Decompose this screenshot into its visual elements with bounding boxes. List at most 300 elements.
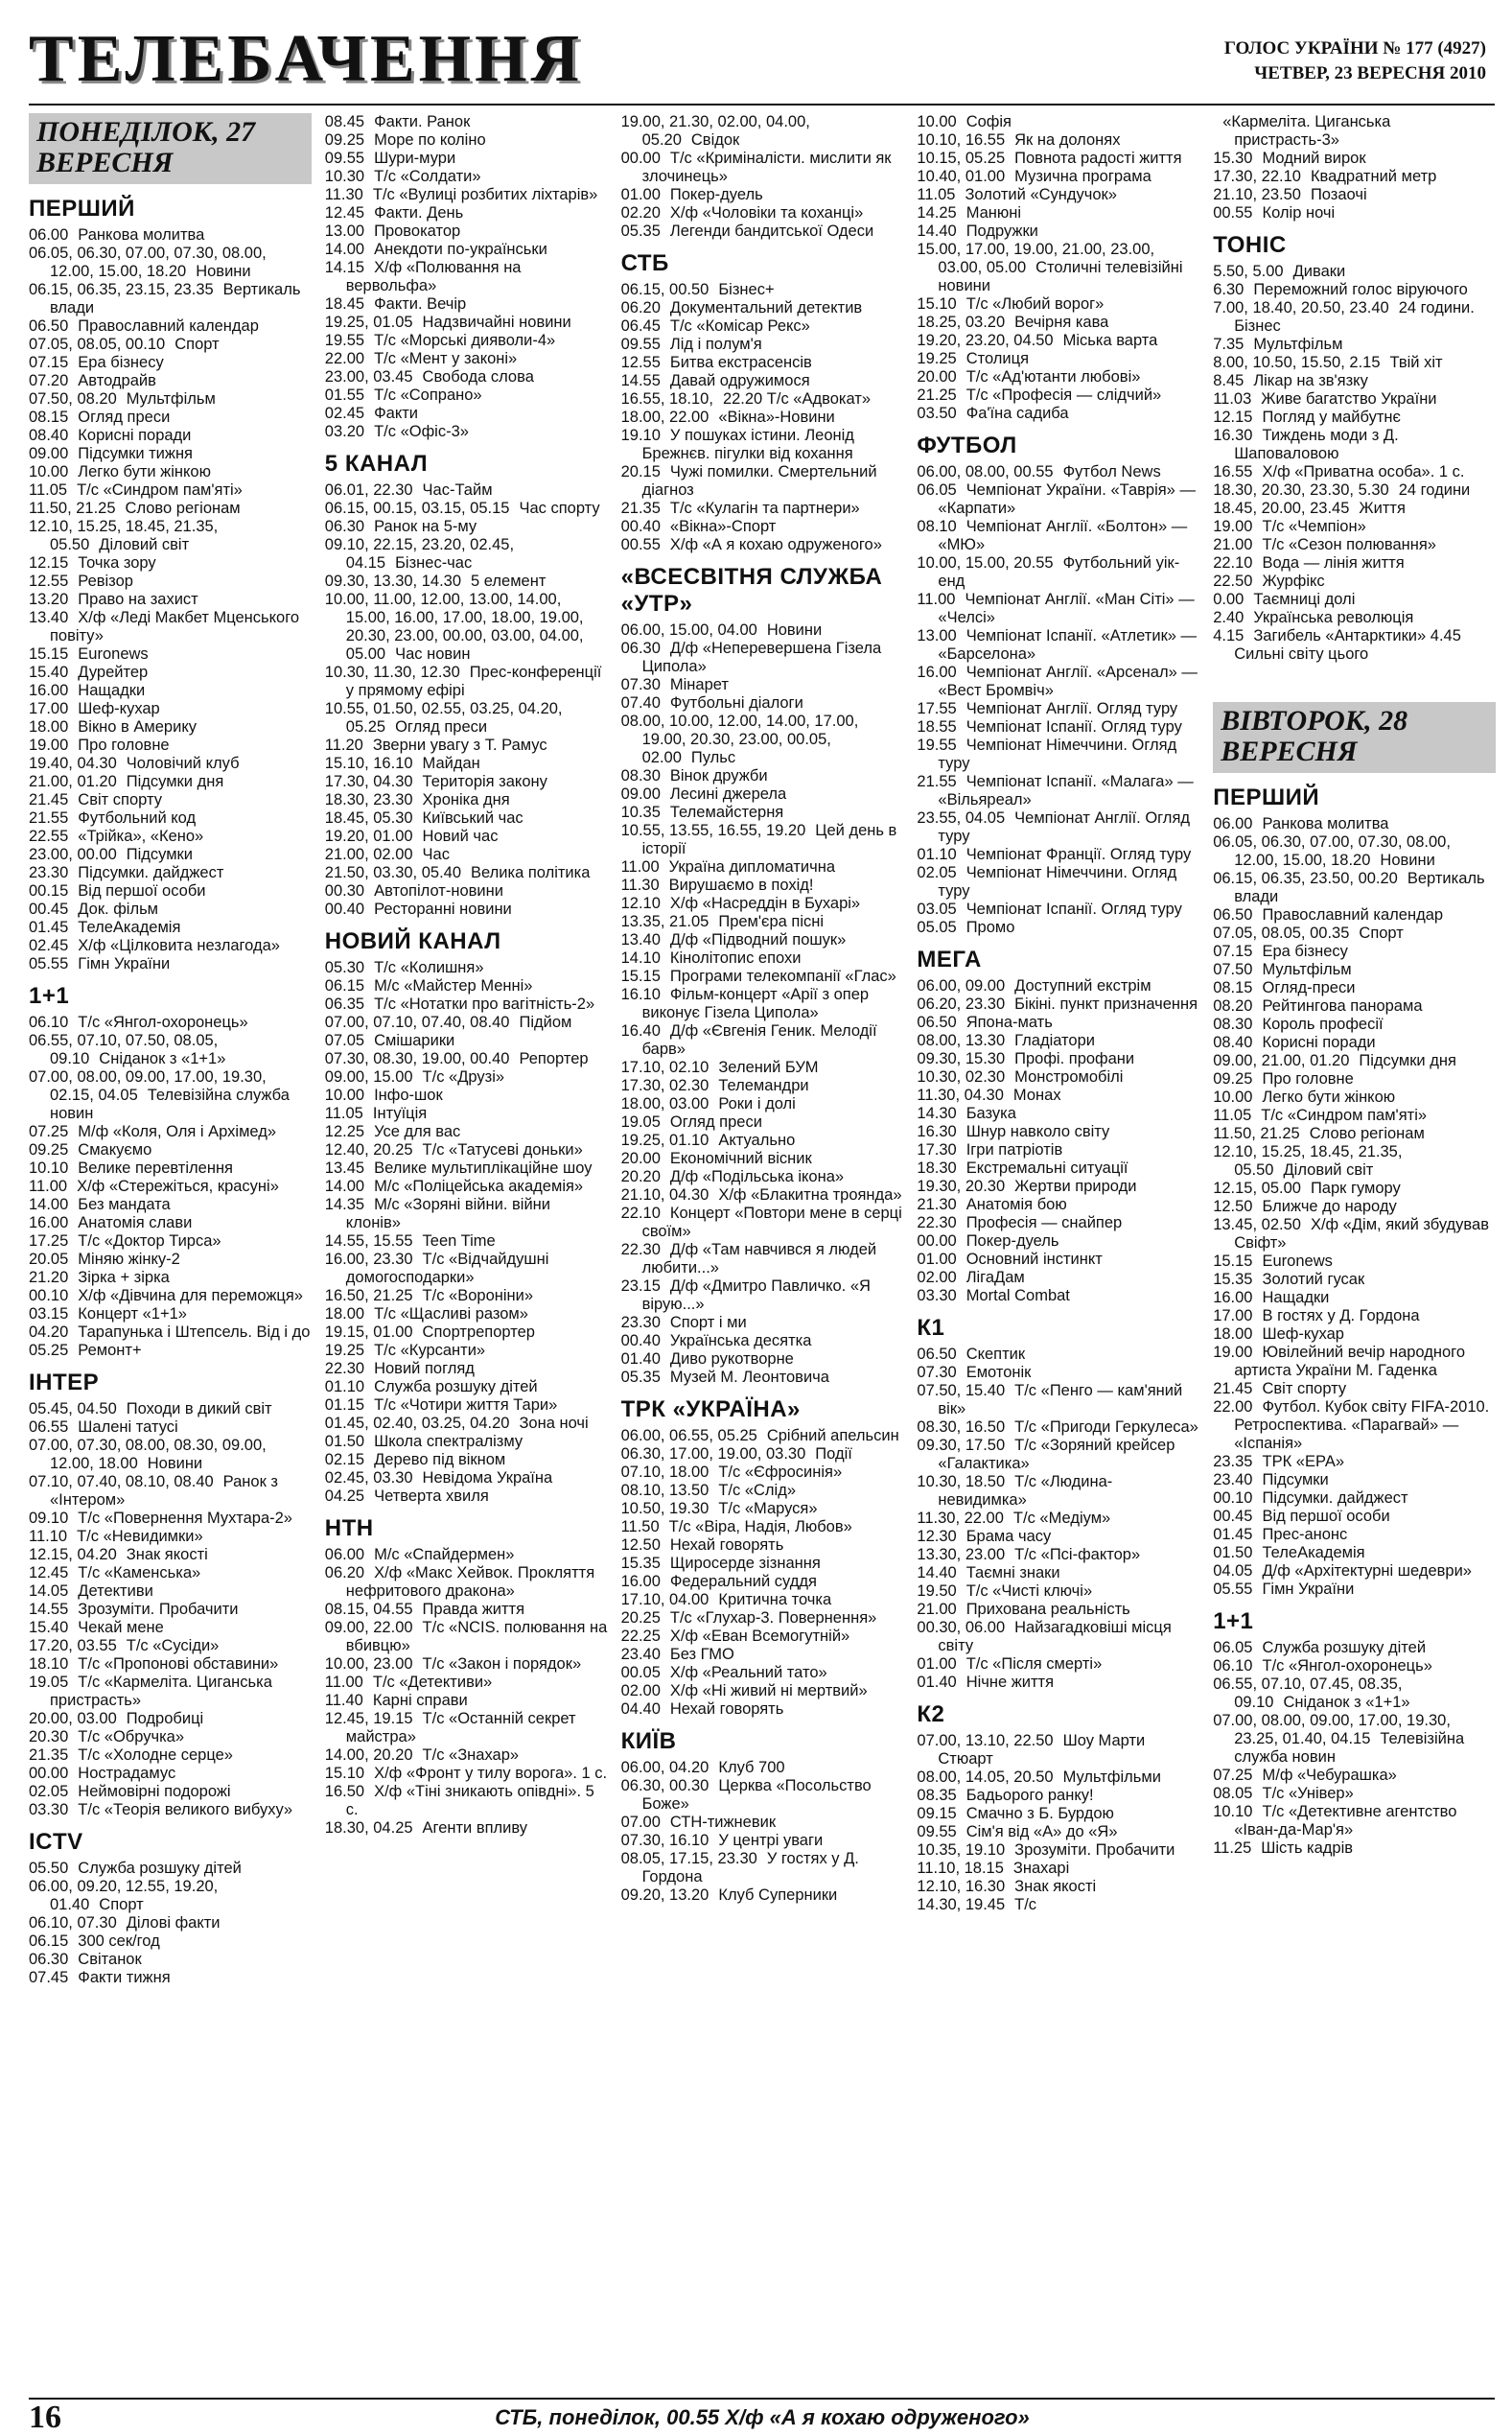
program-title: Сніданок з «1+1» [99, 1050, 226, 1067]
schedule-column [621, 113, 904, 2391]
program-entry [917, 1159, 1199, 1178]
program-entry [1213, 1785, 1496, 1803]
program-time: 14.00 [324, 241, 365, 258]
program-title: Свідок [690, 131, 740, 149]
program-title: Інфо-шок [374, 1087, 443, 1104]
program-entry [29, 919, 312, 937]
program-title: Спорт [99, 1896, 144, 1913]
program-title: Япона-мать [965, 1014, 1053, 1031]
program-title: Чемпіонат Іспанії. Огляд туру [965, 718, 1182, 736]
program-entry [29, 1510, 312, 1528]
program-entry [29, 1710, 312, 1728]
program-entry [29, 1141, 312, 1159]
program-title: Срібний апельсин [766, 1427, 899, 1444]
program-title: Бізнес+ [718, 281, 775, 298]
program-time: 16.30 [917, 1123, 957, 1140]
program-time: 15.40 [29, 664, 69, 681]
program-entry [1213, 1380, 1496, 1398]
program-entry [917, 1364, 1199, 1382]
program-entry [917, 186, 1199, 204]
program-entry [325, 1765, 608, 1783]
program-time: 03.15 [29, 1305, 69, 1323]
program-entry [917, 1032, 1199, 1050]
program-title: Колір ночі [1262, 204, 1336, 222]
program-entry [917, 627, 1199, 664]
program-title: Столичні телевізійні новини [938, 259, 1183, 294]
program-time: 06.30, 00.30 [620, 1777, 709, 1794]
program-time: 18.00, 03.00 [620, 1095, 709, 1113]
program-entry [917, 1787, 1199, 1805]
channel-block [621, 113, 904, 241]
program-entry [621, 1186, 904, 1205]
program-entry [325, 977, 608, 995]
program-time: 06.20 [620, 299, 661, 316]
program-time: 02.45 [29, 937, 69, 954]
program-title: Знак якості [126, 1546, 208, 1563]
program-time: 17.10, 04.00 [620, 1591, 709, 1608]
schedule-column [29, 113, 312, 2391]
program-time: 10.10 [29, 1159, 69, 1177]
program-time: 18.45, 20.00, 23.45 [1213, 500, 1350, 517]
program-title: Шеф-кухар [1262, 1325, 1344, 1343]
program-title: Т/с «Офіс-3» [374, 423, 469, 440]
program-entry [1213, 573, 1496, 591]
program-entry [325, 1178, 608, 1196]
program-entry [29, 1159, 312, 1178]
program-entry [1213, 979, 1496, 997]
program-entry [325, 1746, 608, 1765]
program-time: 06.05, 06.30, 07.00, 07.30, 08.00, 12.00, 15.00, 18.20 [1213, 833, 1451, 869]
section-title: ТЕЛЕБАЧЕННЯ [29, 22, 584, 96]
program-entry [29, 1400, 312, 1418]
program-entry [621, 913, 904, 931]
program-entry [29, 372, 312, 390]
program-time: 15.10 [324, 1765, 365, 1782]
program-entry [325, 1469, 608, 1487]
program-title: 24 години. Бізнес [1234, 299, 1475, 335]
channel-block [29, 1829, 312, 1987]
program-title: Найзагадковіші місця світу [938, 1619, 1172, 1654]
program-title: Огляд преси [78, 409, 171, 426]
program-time: 19.00 [29, 737, 69, 754]
program-title: Т/с «Пенго — кам'яний вік» [938, 1382, 1183, 1417]
channel-block [325, 113, 608, 441]
program-time: 13.40 [29, 609, 69, 626]
program-entry [621, 1314, 904, 1332]
program-entry [917, 1014, 1199, 1032]
channel-block [29, 196, 312, 973]
program-time: 10.00 [917, 113, 957, 130]
program-entry [621, 1168, 904, 1186]
program-title: Шість кадрів [1261, 1839, 1354, 1857]
program-time: 00.40 [620, 1332, 661, 1349]
program-entry [621, 336, 904, 354]
program-title: Монстромобілі [1014, 1068, 1124, 1086]
program-title: Анатомія слави [78, 1214, 193, 1231]
program-title: Міняю жінку-2 [78, 1251, 180, 1268]
program-entry [325, 664, 608, 700]
program-title: Т/с «Останній секрет майстра» [345, 1710, 576, 1745]
program-time: 23.15 [620, 1277, 661, 1295]
program-entry [29, 755, 312, 773]
program-time: 06.00, 09.20, 12.55, 19.20, 01.40 [29, 1878, 219, 1913]
program-entry [1213, 833, 1496, 870]
program-entry [29, 1746, 312, 1765]
program-time: 07.50, 08.20 [29, 390, 117, 408]
program-entry [29, 901, 312, 919]
program-entry [621, 1759, 904, 1777]
program-entry [621, 518, 904, 536]
program-title: Слово регіонам [1309, 1125, 1425, 1142]
program-time: 15.15 [1213, 1253, 1253, 1270]
program-time: 07.05, 08.05, 00.35 [1213, 925, 1350, 942]
program-title: Переможний голос віруючого [1253, 281, 1468, 298]
program-time: 19.00 [1213, 1344, 1253, 1361]
program-title: Служба розшуку дітей [78, 1860, 242, 1877]
program-time: 22.50 [1213, 573, 1253, 590]
program-entry [1213, 1562, 1496, 1581]
program-time: 00.15 [29, 882, 69, 900]
program-time: 8.00, 10.50, 15.50, 2.15 [1213, 354, 1381, 371]
program-entry [29, 809, 312, 828]
program-entry [917, 1382, 1199, 1418]
channel-block [1213, 232, 1496, 664]
program-time: 19.00, 21.30, 02.00, 04.00, 05.20 [620, 113, 810, 149]
program-time: 12.10, 15.25, 18.45, 21.35, 05.50 [29, 518, 219, 553]
program-title: Д/ф «Дмитро Павличко. «Я вірую...» [641, 1277, 871, 1313]
program-entry [29, 1178, 312, 1196]
program-entry [621, 895, 904, 913]
program-entry [621, 281, 904, 299]
program-title: Програми телекомпанії «Глас» [669, 968, 896, 985]
program-time: 06.50 [1213, 906, 1253, 924]
program-time: 09.00 [620, 785, 661, 803]
program-title: Свобода слова [422, 368, 534, 386]
program-time: 13.45, 02.50 [1213, 1216, 1301, 1233]
day-banner: ПОНЕДІЛОК, 27 ВЕРЕСНЯ [29, 113, 312, 184]
program-title: Церква «Посольство Боже» [641, 1777, 872, 1813]
program-entry [325, 1141, 608, 1159]
program-entry [917, 1418, 1199, 1437]
program-time: 14.30, 19.45 [917, 1896, 1006, 1913]
program-title: Т/с «Морські дияволи-4» [374, 332, 556, 349]
program-title: Критична точка [718, 1591, 832, 1608]
program-time: 00.30 [324, 882, 365, 900]
program-entry [917, 773, 1199, 809]
program-title: Прихована реальність [965, 1601, 1130, 1618]
program-title: Т/с «Синдром пам'яті» [77, 481, 243, 499]
program-entry [917, 554, 1199, 591]
program-title: Нащадки [1262, 1289, 1330, 1306]
program-time: 11.05 [917, 186, 956, 203]
program-title: Золотий гусак [1262, 1271, 1365, 1288]
program-entry [621, 1445, 904, 1464]
program-time: 04.25 [324, 1487, 365, 1505]
program-title: Х/ф «А я кохаю одруженого» [669, 536, 882, 553]
program-title: Майдан [422, 755, 480, 772]
channel-block [917, 947, 1199, 1305]
program-entry [621, 1113, 904, 1132]
program-title: Вікно в Америку [78, 718, 197, 736]
program-title: Час-Тайм [422, 481, 493, 499]
program-title: Футбольний код [78, 809, 197, 827]
program-title: Х/ф «Насреддін в Бухарі» [669, 895, 861, 912]
channel-block [917, 1315, 1199, 1692]
program-time: 03.30 [917, 1287, 957, 1304]
issue-number: ГОЛОС УКРАЇНИ № 177 (4927) [1223, 38, 1486, 59]
program-entry [621, 1609, 904, 1628]
program-title: Четверта хвиля [374, 1487, 489, 1505]
program-title: Телевізійна служба новин [50, 1087, 290, 1122]
program-title: Школа спектралізму [374, 1433, 523, 1450]
program-time: 10.55, 13.55, 16.55, 19.20 [620, 822, 806, 839]
program-entry [1213, 627, 1496, 664]
program-entry [621, 1664, 904, 1682]
program-time: 11.20 [324, 737, 363, 754]
program-entry [621, 223, 904, 241]
program-time: 10.30, 02.30 [917, 1068, 1006, 1086]
program-time: 06.01, 22.30 [324, 481, 413, 499]
program-time: 12.10, 15.25, 18.45, 21.35, 05.50 [1213, 1143, 1403, 1179]
program-title: Т/с «Друзі» [422, 1068, 505, 1086]
program-title: Шури-мури [374, 150, 456, 167]
program-title: Шеф-кухар [78, 700, 160, 717]
program-title: Корисні поради [1262, 1034, 1376, 1051]
program-entry [1213, 1107, 1496, 1125]
program-time: 21.10, 23.50 [1213, 186, 1301, 203]
program-entry [325, 1251, 608, 1287]
program-time: 06.00 [29, 226, 69, 244]
program-title: ТелеАкадемія [78, 919, 181, 936]
program-title: Футбол News [1062, 463, 1161, 480]
program-title: Мультфільм [1262, 961, 1352, 978]
program-title: Невідома Україна [422, 1469, 553, 1487]
program-time: 23.40 [620, 1646, 661, 1663]
program-entry [29, 1914, 312, 1932]
program-time: 08.00, 14.05, 20.50 [917, 1768, 1054, 1786]
program-entry [1213, 906, 1496, 925]
program-entry [29, 1969, 312, 1987]
program-time: 18.00, 22.00 [620, 409, 709, 426]
program-title: Т/с «Пригоди Геркулеса» [1014, 1418, 1198, 1436]
program-time: 07.50, 15.40 [917, 1382, 1006, 1399]
program-entry [621, 1573, 904, 1591]
program-title: Репортер [519, 1050, 589, 1067]
program-entry [325, 1546, 608, 1564]
channel-block [1213, 113, 1496, 223]
program-entry [29, 828, 312, 846]
program-entry [325, 1396, 608, 1415]
program-title: Д/ф «Неперевершена Гізела Ципола» [641, 640, 882, 675]
program-entry [621, 463, 904, 500]
program-title: Легко бути жінкою [78, 463, 211, 480]
program-entry [325, 1196, 608, 1232]
program-title: «Трійка», «Кено» [78, 828, 204, 845]
program-time: 00.00 [917, 1232, 957, 1250]
program-time: 11.50, 21.25 [1213, 1125, 1300, 1142]
program-entry [325, 755, 608, 773]
program-entry [621, 1814, 904, 1832]
program-time: 12.30 [917, 1528, 957, 1545]
program-entry [29, 1860, 312, 1878]
program-entry [917, 131, 1199, 150]
program-title: Teen Time [422, 1232, 496, 1250]
program-time: 07.30, 08.30, 19.00, 00.40 [324, 1050, 510, 1067]
program-time: 02.15 [324, 1451, 365, 1468]
program-title: Доступний екстрім [1014, 977, 1151, 995]
program-entry [917, 1105, 1199, 1123]
program-entry [29, 937, 312, 955]
program-time: 07.45 [29, 1969, 69, 1986]
program-entry [1213, 1216, 1496, 1253]
program-time: 06.50 [917, 1346, 957, 1363]
program-time: 22.10 [620, 1205, 661, 1222]
program-entry [621, 1850, 904, 1886]
program-entry [621, 949, 904, 968]
program-title: Вечірня кава [1014, 314, 1109, 331]
program-time: 12.50 [620, 1536, 661, 1554]
program-title: Журфікс [1262, 573, 1325, 590]
program-time: 14.55, 15.55 [324, 1232, 413, 1250]
program-title: Підсумки. дайджест [78, 864, 224, 881]
program-title: Т/с «Солдати» [374, 168, 481, 185]
program-title: Вінок дружби [669, 767, 768, 785]
program-time: 08.00, 13.30 [917, 1032, 1006, 1049]
program-time: 18.45 [324, 295, 365, 313]
program-title: М/ф «Коля, Оля і Архімед» [78, 1123, 277, 1140]
program-time: 11.05 [29, 481, 68, 499]
program-time: 09.55 [620, 336, 661, 353]
program-time: 16.00 [917, 664, 957, 681]
program-title: Шоу Марти Стюарт [938, 1732, 1146, 1768]
program-entry [1213, 1198, 1496, 1216]
channel-name: НОВИЙ КАНАЛ [324, 928, 501, 954]
program-time: 07.30, 16.10 [620, 1832, 709, 1849]
program-entry [325, 1105, 608, 1123]
program-title: Euronews [78, 645, 149, 663]
program-entry [917, 718, 1199, 737]
program-time: 22.00 [324, 350, 365, 367]
program-entry [1213, 299, 1496, 336]
program-title: Підсумки [126, 846, 193, 863]
program-time: 15.35 [620, 1555, 661, 1572]
program-title: Телемайстерня [669, 804, 784, 821]
program-entry [325, 259, 608, 295]
program-time: 01.55 [324, 386, 365, 404]
program-time: 14.35 [324, 1196, 365, 1213]
program-title: Т/с «Псі-фактор» [1014, 1546, 1141, 1563]
program-entry [325, 1601, 608, 1619]
program-entry [29, 737, 312, 755]
program-time: 20.00 [917, 368, 957, 386]
program-entry [621, 317, 904, 336]
program-time: 16.00 [29, 1214, 69, 1231]
program-title: Т/с «Сопрано» [374, 386, 482, 404]
program-time: 09.25 [1213, 1070, 1253, 1088]
program-time: 02.05 [917, 864, 957, 881]
program-entry [325, 1378, 608, 1396]
program-time: 06.00, 06.55, 05.25 [620, 1427, 757, 1444]
program-time: 17.25 [29, 1232, 69, 1250]
program-time: 20.20 [620, 1168, 661, 1185]
program-title: Огляд преси [669, 1113, 762, 1131]
program-title: Новини [1380, 852, 1435, 869]
program-entry [325, 901, 608, 919]
program-title: Підсумки дня [126, 773, 224, 790]
program-entry [29, 354, 312, 372]
program-entry [325, 295, 608, 314]
channel-name: СТБ [620, 250, 669, 276]
program-title: Українська десятка [669, 1332, 812, 1349]
program-title: Чемпіонат Іспанії. «Малага» — «Вільяреал» [938, 773, 1194, 808]
channel-name: 5 КАНАЛ [324, 451, 429, 477]
program-title: Модний вирок [1262, 150, 1366, 167]
program-entry [621, 1500, 904, 1518]
program-title: ТелеАкадемія [1262, 1544, 1365, 1561]
program-title: Шнур навколо світу [965, 1123, 1110, 1140]
program-time: 21.00 [917, 1601, 957, 1618]
footer-rule [29, 2398, 1495, 2400]
program-title: Т/с «Маруся» [718, 1500, 818, 1517]
program-time: 19.55 [324, 332, 365, 349]
program-entry [325, 591, 608, 664]
program-time: 07.00, 13.10, 22.50 [917, 1732, 1054, 1749]
program-entry [325, 314, 608, 332]
program-title: Усе для вас [374, 1123, 461, 1140]
program-time: 10.00 [324, 1087, 365, 1104]
program-entry [1213, 1767, 1496, 1785]
program-entry [325, 113, 608, 131]
program-title: Правда життя [422, 1601, 525, 1618]
program-entry [325, 995, 608, 1014]
program-time: 23.00, 03.45 [324, 368, 413, 386]
program-title: Ера бізнесу [1262, 943, 1348, 960]
program-entry [917, 1732, 1199, 1768]
program-entry [621, 1628, 904, 1646]
program-title: Час новин [395, 645, 471, 663]
program-entry [325, 223, 608, 241]
program-title: Euronews [1262, 1253, 1333, 1270]
program-time: 11.10 [29, 1528, 68, 1545]
program-entry [29, 1214, 312, 1232]
program-title: Ближче до народу [1262, 1198, 1397, 1215]
program-title: Детективи [78, 1582, 153, 1600]
program-entry [1213, 1839, 1496, 1858]
program-title: Х/ф «Макс Хейвок. Прокляття нефритового дракона» [345, 1564, 595, 1600]
program-time: 18.00 [324, 1305, 365, 1323]
program-time: 08.30 [620, 767, 661, 785]
program-entry [621, 536, 904, 554]
program-entry [1213, 1453, 1496, 1471]
program-entry [621, 1555, 904, 1573]
program-entry [621, 767, 904, 785]
program-entry [621, 931, 904, 949]
program-title: Чужі помилки. Смертельний діагноз [641, 463, 877, 499]
program-title: Вирушаємо в похід! [668, 877, 814, 894]
program-title: Київський час [422, 809, 523, 827]
program-time: 07.05 [324, 1032, 365, 1049]
program-time: 20.15 [620, 463, 661, 480]
program-title: Х/ф «Дім, який збудував Свіфт» [1234, 1216, 1489, 1252]
program-title: Т/с «Сусіди» [126, 1637, 220, 1654]
channel-name: КИЇВ [620, 1728, 677, 1754]
program-title: Знак якості [1014, 1878, 1097, 1895]
program-entry [621, 694, 904, 713]
program-time: 09.30, 17.50 [917, 1437, 1006, 1454]
program-title: Провокатор [374, 223, 461, 240]
program-title: Сім'я від «А» до «Я» [965, 1823, 1118, 1840]
channel-block [325, 451, 608, 919]
